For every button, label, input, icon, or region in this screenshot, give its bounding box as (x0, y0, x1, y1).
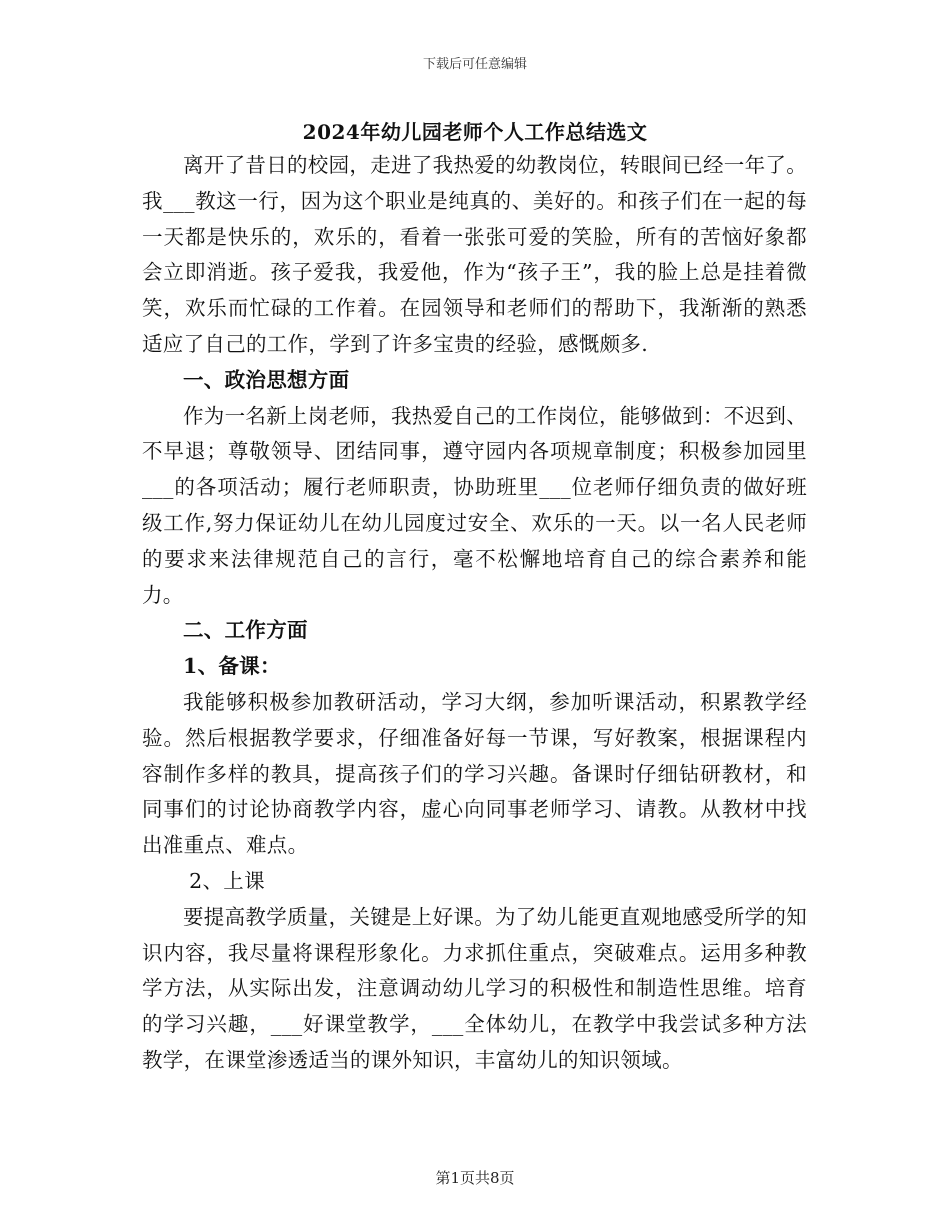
lesson-prep-paragraph: 我能够积极参加教研活动，学习大纲，参加听课活动，积累教学经验。然后根据教学要求，仔细准备好每一节课，写好教案，根据课程内容制作多样的教具，提高孩子们的学习兴趣。备课时仔细钻研教材，和同事们的讨论协商教学内容，虚心向同事老师学习、请教。从教材中找出准重点、难点。 (142, 689, 807, 858)
page-number-footer: 第1页共8页 (435, 1169, 515, 1187)
header-note: 下载后可任意编辑 (422, 57, 527, 72)
section-heading-work: 二、工作方面 (183, 618, 308, 643)
subheading-teaching: 2、上课 (189, 868, 265, 893)
document-body (142, 148, 807, 1079)
subheading-lesson-prep: 1、备课： (183, 654, 281, 679)
section-heading-politics: 一、政治思想方面 (183, 367, 350, 392)
page-title: 2024年幼儿园老师个人工作总结选文 (302, 120, 648, 144)
intro-paragraph: 离开了昔日的校园，走进了我热爱的幼教岗位，转眼间已经一年了。我___教这一行，因为这个职业是纯真的、美好的。和孩子们在一起的每一天都是快乐的，欢乐的，看着一张张可爱的笑脸，所有的苦恼好象都会立即消逝。孩子爱我，我爱他，作为“孩子王”，我的脸上总是挂着微笑，欢乐而忙碌的工作着。在园领导和老师们的帮助下，我渐渐的熟悉适应了自己的工作，学到了许多宝贵的经验，感慨颇多. (142, 153, 807, 356)
teaching-paragraph: 要提高教学质量，关键是上好课。为了幼儿能更直观地感受所学的知识内容，我尽量将课程形象化。力求抓住重点，突破难点。运用多种教学方法，从实际出发，注意调动幼儿学习的积极性和制造性思维。培育的学习兴趣，___好课堂教学，___全体幼儿，在教学中我尝试多种方法教学，在课堂渗透适当的课外知识，丰富幼儿的知识领域。 (142, 904, 807, 1072)
politics-paragraph: 作为一名新上岗老师，我热爱自己的工作岗位，能够做到：不迟到、不早退；尊敬领导、团结同事，遵守园内各项规章制度；积极参加园里___的各项活动；履行老师职责，协助班里___位老师仔细负责的做好班级工作,努力保证幼儿在幼儿园度过安全、欢乐的一天。以一名人民老师的要求来法律规范自己的言行，毫不松懈地培育自己的综合素养和能力。 (142, 403, 807, 607)
